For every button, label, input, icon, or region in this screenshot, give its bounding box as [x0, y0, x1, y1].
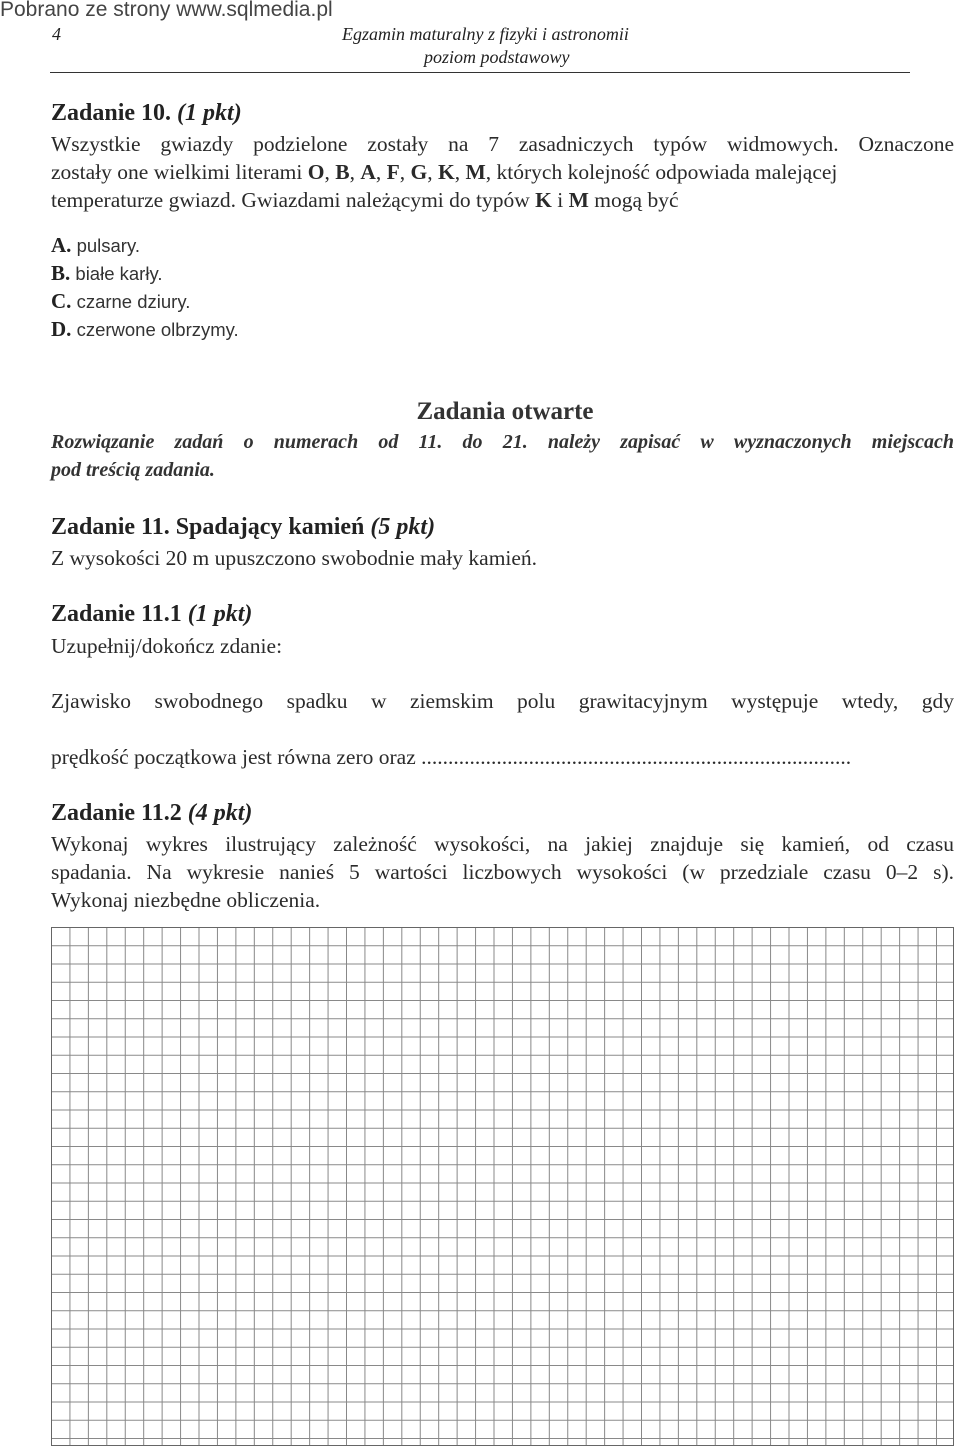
task-11-2-heading: Zadanie 11.2 (4 pkt)	[51, 800, 253, 826]
watermark: Pobrano ze strony www.sqlmedia.pl	[0, 0, 333, 21]
task-11-text: Z wysokości 20 m upuszczono swobodnie mały kamień.	[51, 546, 538, 570]
task-10-line-3: temperaturze gwiazd. Gwiazdami należącymi do typów K i M mogą być	[51, 188, 679, 212]
option-a: A. pulsary.	[51, 233, 140, 257]
open-tasks-title: Zadania otwarte	[416, 398, 594, 425]
task-10-heading: Zadanie 10. (1 pkt)	[51, 100, 242, 126]
task-11-heading: Zadanie 11. Spadający kamień (5 pkt)	[51, 514, 436, 540]
task-11-1-heading: Zadanie 11.1 (1 pkt)	[51, 601, 253, 627]
task-11-1-instruction: Uzupełnij/dokończ zdanie:	[51, 634, 283, 658]
option-c: C. czarne dziury.	[51, 289, 191, 313]
open-tasks-note-2: pod treścią zadania.	[51, 459, 215, 481]
task-11-2-line-1: Wykonaj wykres ilustrujący zależność wysokości, na jakiej znajduje się kamień, od czasu	[51, 832, 954, 856]
option-d: D. czerwone olbrzymy.	[51, 317, 239, 341]
header-title: Egzamin maturalny z fizyki i astronomii	[342, 24, 629, 44]
task-11-1-sentence-1: Zjawisko swobodnego spadku w ziemskim polu grawitacyjnym występuje wtedy, gdy	[51, 689, 954, 713]
option-b: B. białe karły.	[51, 261, 163, 285]
task-11-2-line-3: Wykonaj niezbędne obliczenia.	[51, 888, 321, 912]
answer-grid[interactable]	[51, 927, 954, 1446]
header-rule	[50, 72, 910, 73]
task-10-line-1: Wszystkie gwiazdy podzielone zostały na 7 zasadniczych typów widmowych. Oznaczone	[51, 132, 954, 156]
open-tasks-note-1: Rozwiązanie zadań o numerach od 11. do 21. należy zapisać w wyznaczonych miejscach	[51, 431, 954, 453]
page-number: 4	[52, 24, 61, 44]
task-11-2-line-2: spadania. Na wykresie nanieś 5 wartości liczbowych wysokości (w przedziale czasu 0–2 s).	[51, 860, 954, 884]
task-11-1-answer-line: prędkość początkowa jest równa zero oraz ................................................................................	[51, 745, 852, 769]
header-subtitle: poziom podstawowy	[424, 47, 570, 67]
task-10-line-2: zostały one wielkimi literami O, B, A, F, G, K, M, których kolejność odpowiada malejącej	[51, 160, 838, 184]
